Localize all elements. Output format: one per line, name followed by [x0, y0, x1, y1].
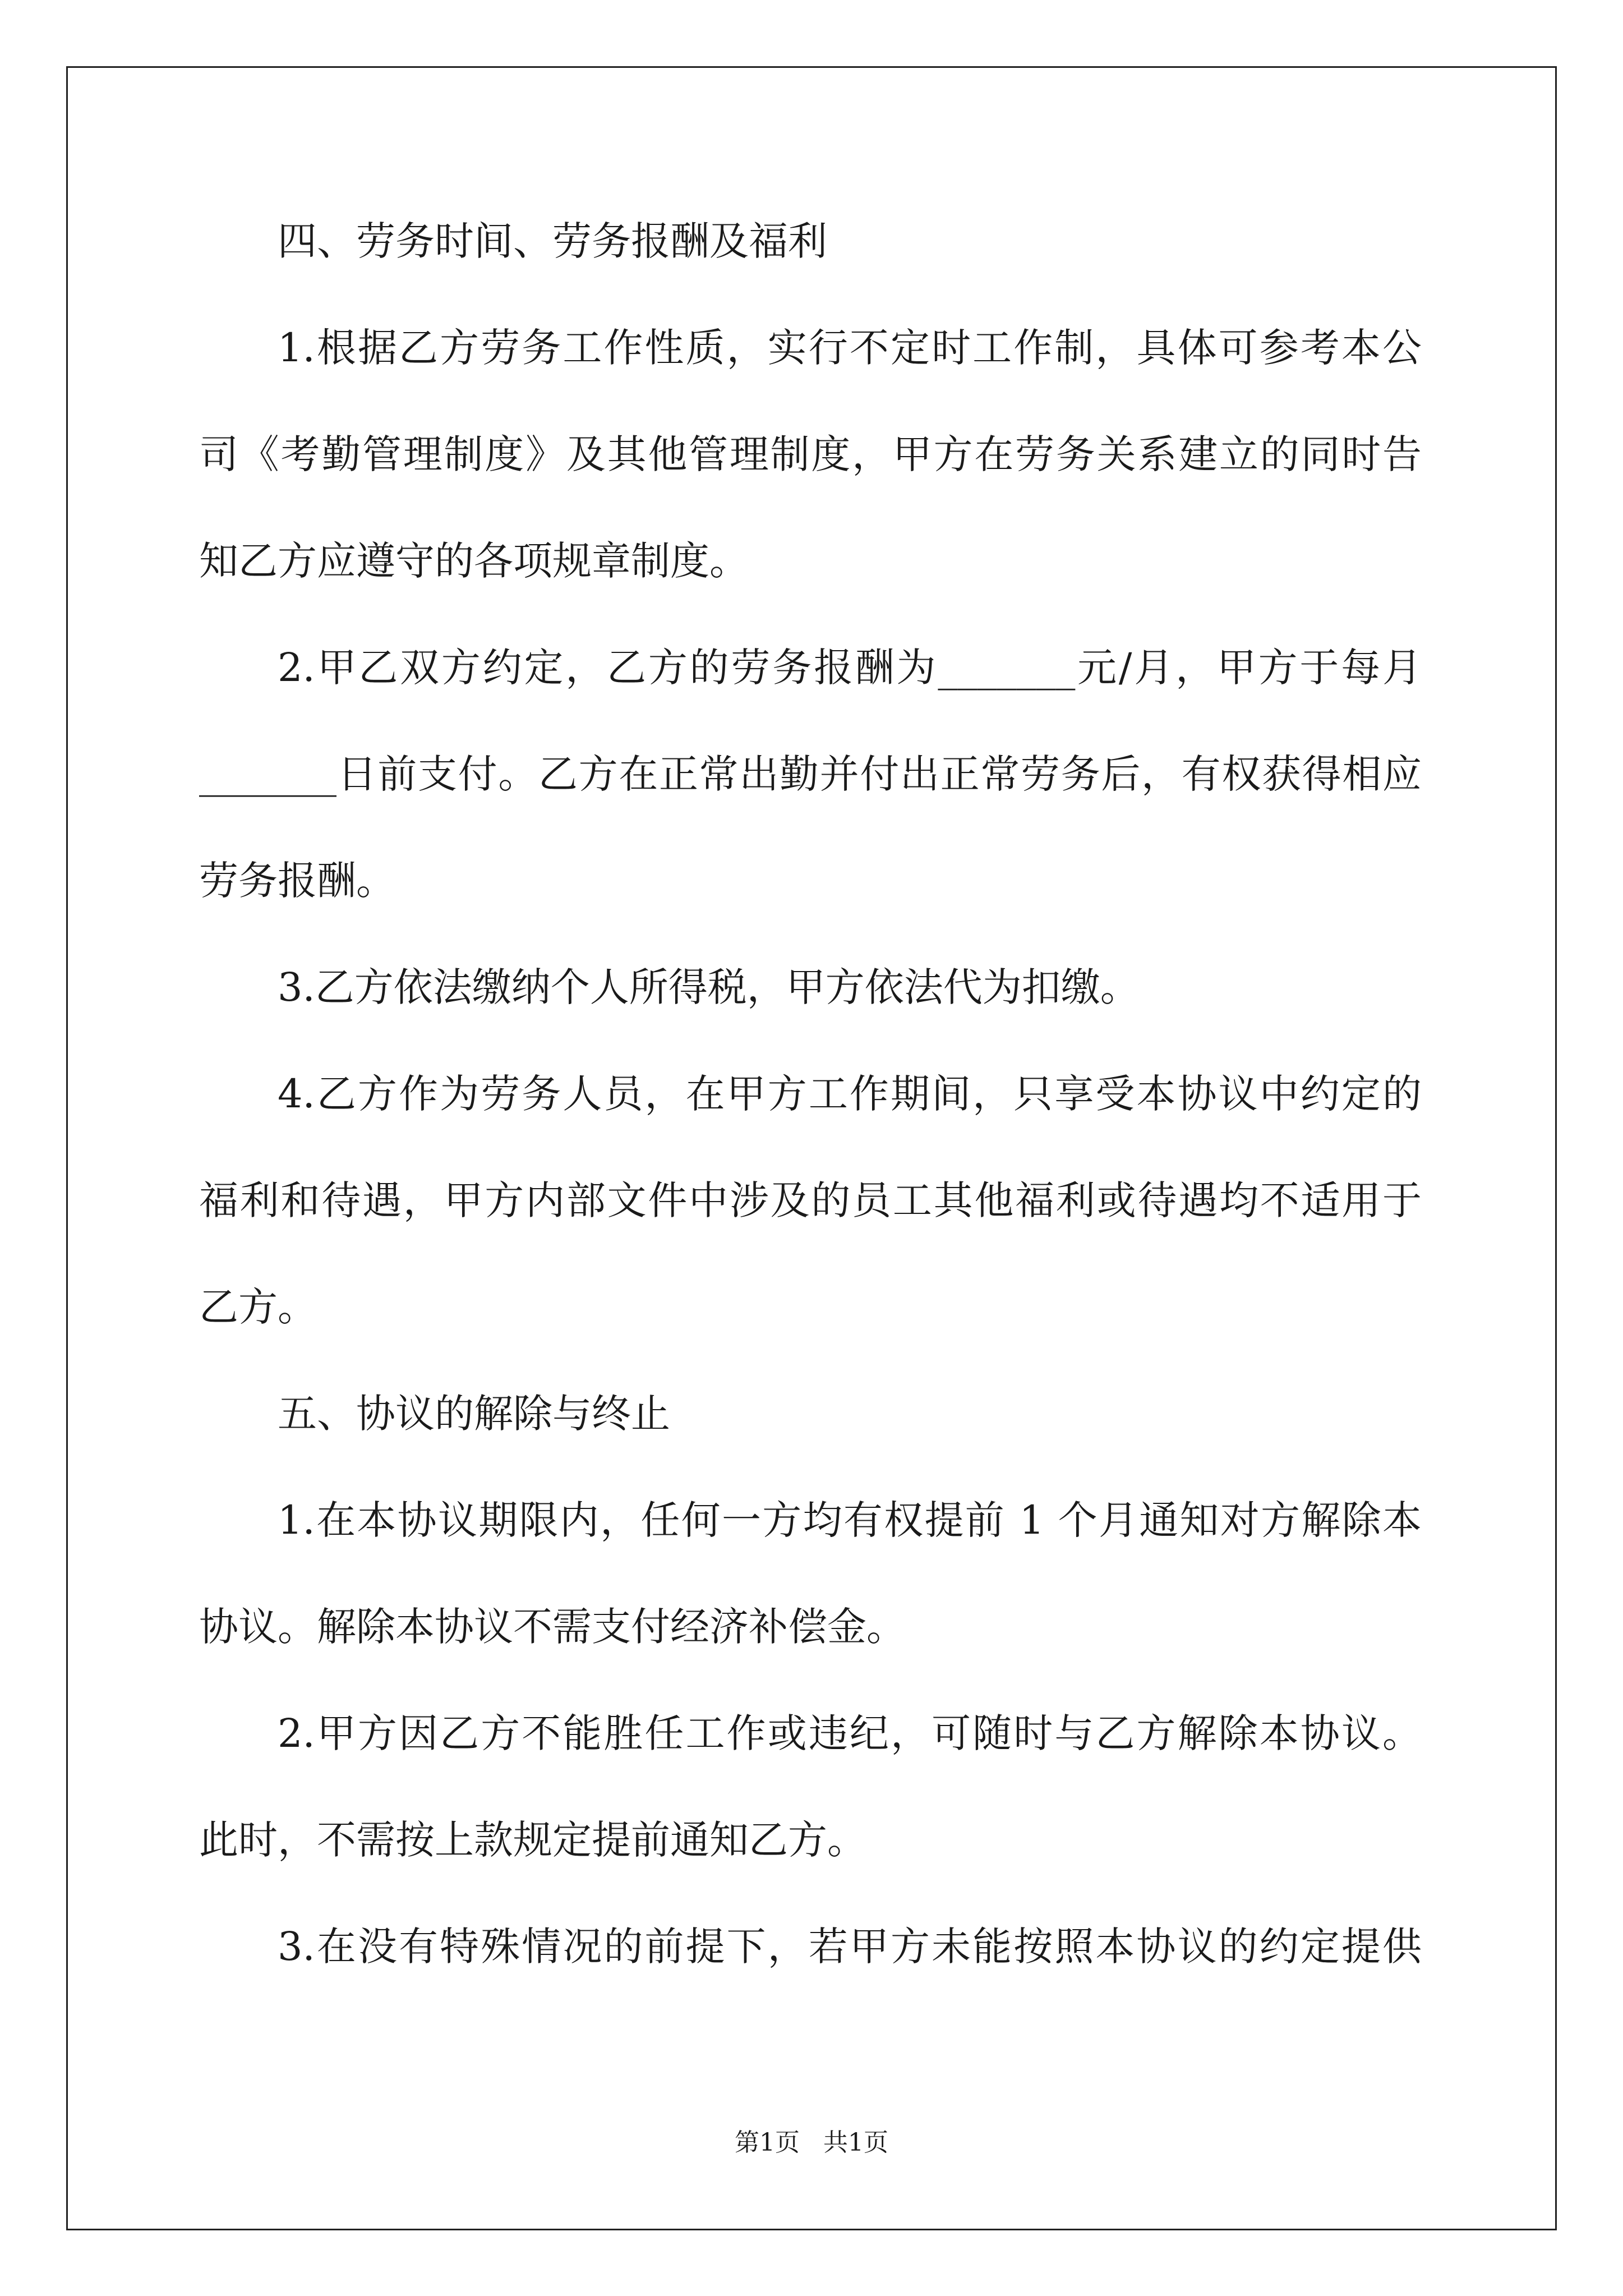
- paragraph-line: 2.甲乙双方约定，乙方的劳务报酬为_______元/月，甲方于每月: [278, 645, 1422, 691]
- paragraph-line: 劳务报酬。: [199, 858, 395, 904]
- paragraph-line: 此时，不需按上款规定提前通知乙方。: [199, 1817, 866, 1863]
- page-number-footer: 第1页 共1页: [735, 2128, 888, 2157]
- section-heading-4: 四、劳务时间、劳务报酬及福利: [278, 218, 827, 264]
- paragraph-line: 知乙方应遵守的各项规章制度。: [199, 538, 749, 584]
- paragraph-line: 协议。解除本协议不需支付经济补偿金。: [199, 1604, 906, 1650]
- paragraph-line: 福利和待遇，甲方内部文件中涉及的员工其他福利或待遇均不适用于: [199, 1177, 1422, 1223]
- paragraph-line: 3.在没有特殊情况的前提下，若甲方未能按照本协议的约定提供: [278, 1924, 1422, 1970]
- paragraph-line: 1.根据乙方劳务工作性质，实行不定时工作制，具体可参考本公: [278, 325, 1422, 371]
- paragraph-line: 1.在本协议期限内，任何一方均有权提前 1 个月通知对方解除本: [278, 1497, 1422, 1543]
- paragraph-line: _______日前支付。乙方在正常出勤并付出正常劳务后，有权获得相应: [199, 751, 1422, 797]
- paragraph-line: 2.甲方因乙方不能胜任工作或违纪，可随时与乙方解除本协议。: [278, 1710, 1422, 1756]
- paragraph-line: 4.乙方作为劳务人员，在甲方工作期间，只享受本协议中约定的: [278, 1071, 1422, 1117]
- section-heading-5: 五、协议的解除与终止: [278, 1391, 670, 1437]
- paragraph-line: 乙方。: [199, 1284, 317, 1330]
- page-border: [66, 66, 1557, 2230]
- paragraph-line: 司《考勤管理制度》及其他管理制度，甲方在劳务关系建立的同时告: [199, 431, 1422, 477]
- paragraph-line: 3.乙方依法缴纳个人所得税，甲方依法代为扣缴。: [278, 964, 1140, 1010]
